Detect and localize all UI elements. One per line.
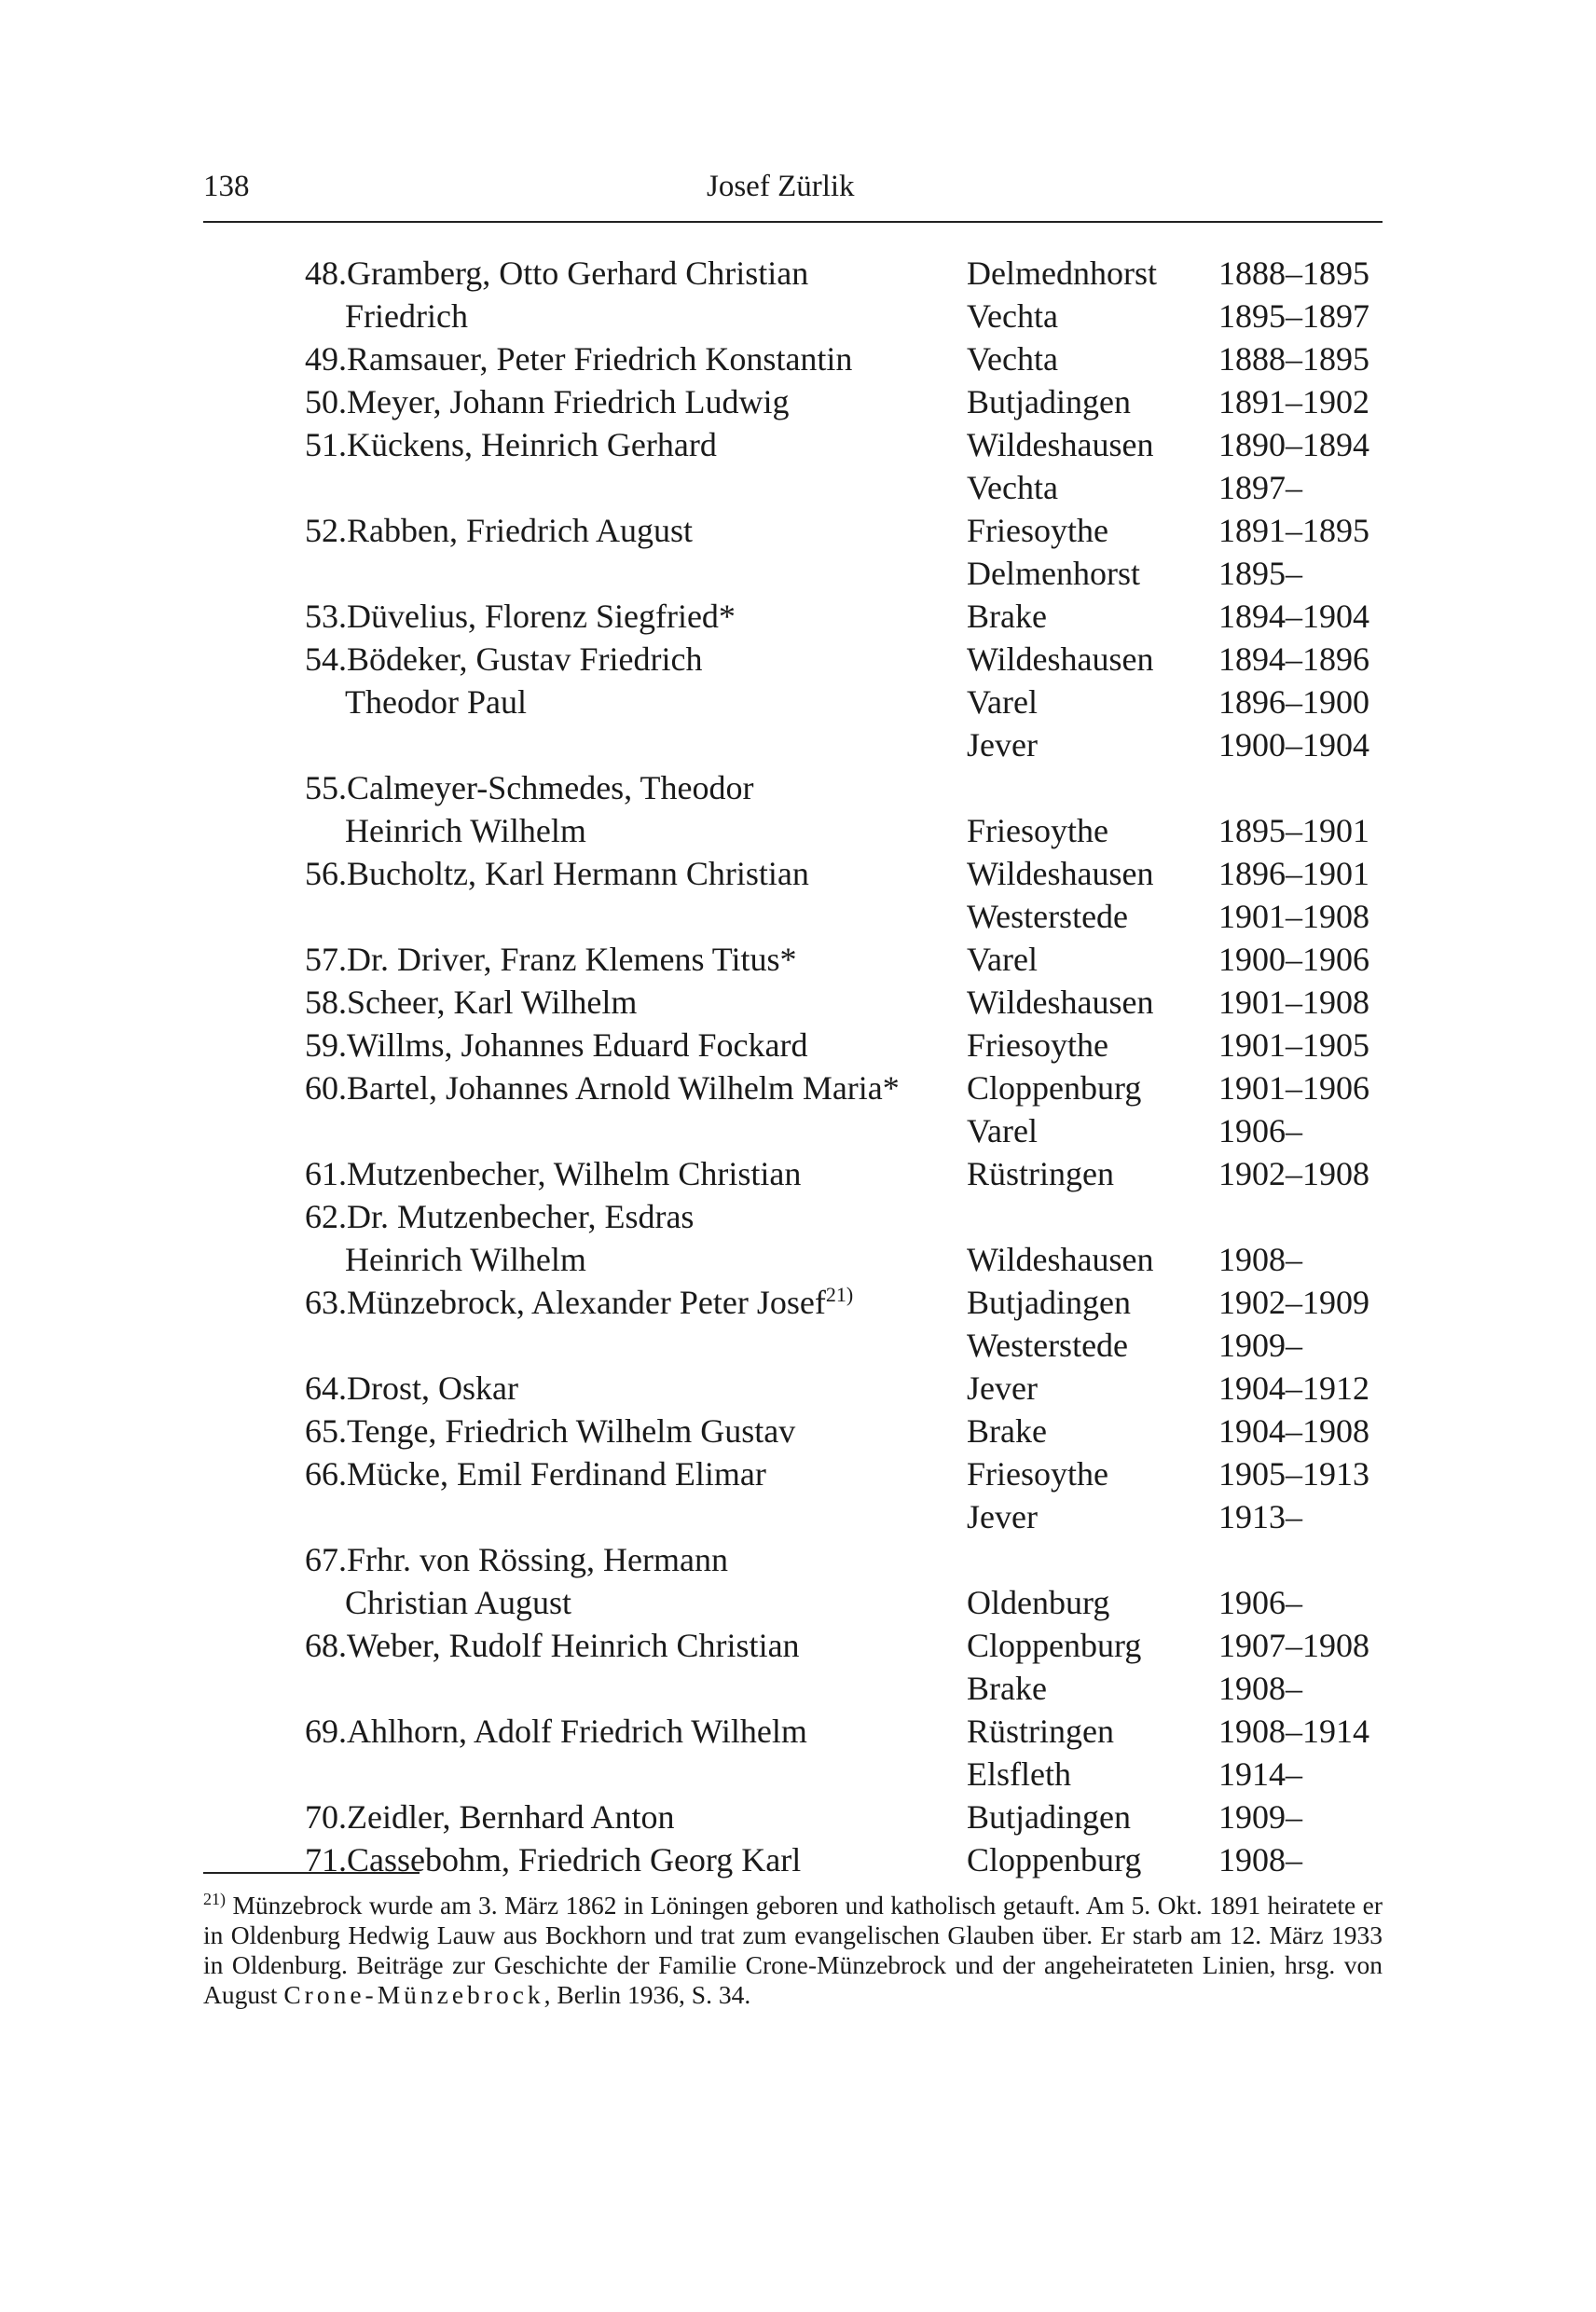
list-item — [0, 1710, 1596, 1753]
footnote-rule — [203, 1872, 420, 1874]
entry-place: Varel — [967, 941, 1038, 978]
entry-name: Bucholtz, Karl Hermann Christian — [347, 855, 809, 892]
entry-name: Mücke, Emil Ferdinand Elimar — [347, 1455, 766, 1493]
entry-years: 1888–1895 — [1218, 340, 1369, 378]
entry-name: Meyer, Johann Friedrich Ludwig — [347, 383, 790, 420]
entry-number: 51. — [305, 426, 347, 463]
list-item — [0, 1796, 1596, 1838]
list-item — [0, 466, 1596, 509]
entry-number: 54. — [305, 640, 347, 678]
entry-years: 1891–1902 — [1218, 383, 1369, 420]
entry-years: 1909– — [1218, 1798, 1302, 1836]
list-item — [0, 766, 1596, 809]
entry-number: 65. — [305, 1412, 347, 1450]
entry-years: 1888–1895 — [1218, 255, 1369, 292]
entry-years: 1914– — [1218, 1755, 1302, 1793]
entry-years: 1908– — [1218, 1841, 1302, 1878]
list-item — [0, 552, 1596, 595]
entry-number: 59. — [305, 1026, 347, 1064]
entry-place: Wildeshausen — [967, 984, 1154, 1021]
entry-years: 1909– — [1218, 1327, 1302, 1364]
list-item — [0, 723, 1596, 766]
entry-number: 71. — [305, 1841, 347, 1878]
entry-years: 1896–1900 — [1218, 683, 1369, 721]
page-header — [203, 170, 1383, 216]
entry-number: 61. — [305, 1155, 347, 1192]
entry-number: 70. — [305, 1798, 347, 1836]
footnote-text: Münzebrock wurde am 3. März 1862 in Löningen geboren und katholisch getauft. Am 5. Okt. 1891 heiratete er in Oldenburg Hedwig Lauw aus Bockhorn und trat zum evangelischen Glauben über. Er starb am 12. März 1933 in Oldenburg. Beiträge zur Geschichte der Familie Crone-Münzebrock und der angeheirateten Linien, hrsg. von August — [203, 1891, 1383, 2009]
entry-years: 1901–1905 — [1218, 1026, 1369, 1064]
list-item — [0, 1838, 1596, 1881]
entry-number: 64. — [305, 1369, 347, 1407]
entry-name: Ramsauer, Peter Friedrich Konstantin — [347, 340, 853, 378]
entry-name: Zeidler, Bernhard Anton — [347, 1798, 675, 1836]
entry-number: 60. — [305, 1069, 347, 1107]
list-item — [0, 1538, 1596, 1581]
entry-years: 1906– — [1218, 1112, 1302, 1149]
list-item — [0, 638, 1596, 681]
entry-place: Rüstringen — [967, 1713, 1114, 1750]
entry-years: 1905–1913 — [1218, 1455, 1369, 1493]
footnote — [203, 1891, 1383, 2010]
entry-years: 1894–1896 — [1218, 640, 1369, 678]
entry-years: 1902–1908 — [1218, 1155, 1369, 1192]
entry-years: 1908– — [1218, 1241, 1302, 1278]
entry-place: Friesoythe — [967, 1026, 1108, 1064]
entry-name: Heinrich Wilhelm — [345, 812, 586, 849]
entry-place: Jever — [967, 1498, 1038, 1535]
entry-place: Cloppenburg — [967, 1841, 1142, 1878]
list-item — [0, 1624, 1596, 1667]
entry-years: 1891–1895 — [1218, 512, 1369, 549]
entry-name: Kückens, Heinrich Gerhard — [347, 426, 717, 463]
list-item — [0, 1238, 1596, 1281]
entry-name: Christian August — [345, 1584, 572, 1621]
entry-place: Brake — [967, 598, 1047, 635]
entry-number: 53. — [305, 598, 347, 635]
page-number: 138 — [203, 170, 250, 203]
list-item — [0, 852, 1596, 895]
entry-place: Varel — [967, 683, 1038, 721]
entry-years: 1904–1912 — [1218, 1369, 1369, 1407]
list-item — [0, 1452, 1596, 1495]
list-item — [0, 295, 1596, 337]
list-item — [0, 981, 1596, 1024]
entry-name: Rabben, Friedrich August — [347, 512, 693, 549]
entry-number: 69. — [305, 1713, 347, 1750]
entry-number: 52. — [305, 512, 347, 549]
entry-place: Wildeshausen — [967, 640, 1154, 678]
entry-name: Münzebrock, Alexander Peter Josef$^{21)}$ — [347, 1283, 854, 1321]
entry-years: 1907–1908 — [1218, 1627, 1369, 1664]
entry-place: Delmednhorst — [967, 255, 1157, 292]
entry-years: 1900–1904 — [1218, 726, 1369, 764]
entry-list — [0, 252, 1596, 1881]
list-item — [0, 1667, 1596, 1710]
entry-number: 49. — [305, 340, 347, 378]
entry-place: Cloppenburg — [967, 1627, 1142, 1664]
entry-name: Dr. Driver, Franz Klemens Titus* — [347, 941, 797, 978]
entry-name: Calmeyer-Schmedes, Theodor — [347, 769, 754, 806]
entry-name: Weber, Rudolf Heinrich Christian — [347, 1627, 800, 1664]
footnote-text-end: , Berlin 1936, S. 34. — [543, 1980, 751, 2009]
entry-number: 58. — [305, 984, 347, 1021]
entry-years: 1896–1901 — [1218, 855, 1369, 892]
entry-name: Düvelius, Florenz Siegfried* — [347, 598, 736, 635]
list-item — [0, 1152, 1596, 1195]
entry-years: 1901–1908 — [1218, 898, 1369, 935]
entry-name: Ahlhorn, Adolf Friedrich Wilhelm — [347, 1713, 807, 1750]
entry-place: Vechta — [967, 340, 1058, 378]
entry-place: Westerstede — [967, 898, 1129, 935]
entry-place: Butjadingen — [967, 1798, 1131, 1836]
entry-name: Dr. Mutzenbecher, Esdras — [347, 1198, 695, 1235]
footnote-reference: 21) — [825, 1283, 854, 1306]
list-item — [0, 1495, 1596, 1538]
entry-years: 1901–1908 — [1218, 984, 1369, 1021]
entry-place: Oldenburg — [967, 1584, 1110, 1621]
entry-place: Wildeshausen — [967, 426, 1154, 463]
list-item — [0, 1067, 1596, 1109]
entry-place: Butjadingen — [967, 1284, 1131, 1321]
list-item — [0, 681, 1596, 723]
entry-name: Bartel, Johannes Arnold Wilhelm Maria* — [347, 1069, 900, 1107]
entry-name: Theodor Paul — [345, 683, 527, 721]
entry-years: 1894–1904 — [1218, 598, 1369, 635]
footnote-author: Crone-Münzebrock — [283, 1980, 544, 2009]
list-item — [0, 1195, 1596, 1238]
entry-number: 56. — [305, 855, 347, 892]
list-item — [0, 1410, 1596, 1452]
entry-place: Brake — [967, 1670, 1047, 1707]
entry-place: Varel — [967, 1112, 1038, 1149]
list-item — [0, 1281, 1596, 1324]
running-title: Josef Zürlik — [707, 170, 855, 203]
entry-years: 1897– — [1218, 469, 1302, 506]
list-item — [0, 1581, 1596, 1624]
entry-years: 1890–1894 — [1218, 426, 1369, 463]
entry-years: 1895–1901 — [1218, 812, 1369, 849]
entry-place: Vechta — [967, 297, 1058, 335]
list-item — [0, 1109, 1596, 1152]
entry-number: 57. — [305, 941, 347, 978]
entry-number: 67. — [305, 1541, 347, 1578]
entry-years: 1904–1908 — [1218, 1412, 1369, 1450]
entry-place: Rüstringen — [967, 1155, 1114, 1192]
entry-name: Cassebohm, Friedrich Georg Karl — [347, 1841, 802, 1878]
entry-name: Mutzenbecher, Wilhelm Christian — [347, 1155, 802, 1192]
entry-years: 1908–1914 — [1218, 1713, 1369, 1750]
entry-place: Jever — [967, 1369, 1038, 1407]
list-item — [0, 252, 1596, 295]
entry-place: Elsfleth — [967, 1755, 1071, 1793]
entry-place: Jever — [967, 726, 1038, 764]
entry-place: Wildeshausen — [967, 855, 1154, 892]
list-item — [0, 895, 1596, 938]
entry-name: Gramberg, Otto Gerhard Christian — [347, 255, 809, 292]
entry-number: 66. — [305, 1455, 347, 1493]
entry-place: Westerstede — [967, 1327, 1129, 1364]
list-item — [0, 595, 1596, 638]
entry-years: 1902–1909 — [1218, 1284, 1369, 1321]
entry-name: Heinrich Wilhelm — [345, 1241, 586, 1278]
entry-place: Wildeshausen — [967, 1241, 1154, 1278]
entry-years: 1895–1897 — [1218, 297, 1369, 335]
entry-place: Friesoythe — [967, 1455, 1108, 1493]
entry-name: Frhr. von Rössing, Hermann — [347, 1541, 728, 1578]
entry-years: 1901–1906 — [1218, 1069, 1369, 1107]
list-item — [0, 380, 1596, 423]
entry-number: 63. — [305, 1284, 347, 1321]
footnote-mark: 21) — [203, 1889, 226, 1908]
entry-name: Tenge, Friedrich Wilhelm Gustav — [347, 1412, 796, 1450]
list-item — [0, 337, 1596, 380]
entry-name: Drost, Oskar — [347, 1369, 518, 1407]
entry-number: 68. — [305, 1627, 347, 1664]
list-item — [0, 1367, 1596, 1410]
entry-name: Bödeker, Gustav Friedrich — [347, 640, 703, 678]
header-rule — [203, 221, 1383, 223]
entry-years: 1913– — [1218, 1498, 1302, 1535]
entry-years: 1895– — [1218, 555, 1302, 592]
entry-name: Willms, Johannes Eduard Fockard — [347, 1026, 808, 1064]
entry-number: 55. — [305, 769, 347, 806]
entry-name: Scheer, Karl Wilhelm — [347, 984, 638, 1021]
list-item — [0, 1753, 1596, 1796]
entry-place: Friesoythe — [967, 812, 1108, 849]
entry-place: Delmenhorst — [967, 555, 1140, 592]
entry-years: 1906– — [1218, 1584, 1302, 1621]
entry-number: 48. — [305, 255, 347, 292]
list-item — [0, 509, 1596, 552]
entry-years: 1900–1906 — [1218, 941, 1369, 978]
entry-place: Brake — [967, 1412, 1047, 1450]
list-item — [0, 938, 1596, 981]
entry-place: Vechta — [967, 469, 1058, 506]
entry-number: 50. — [305, 383, 347, 420]
list-item — [0, 1024, 1596, 1067]
list-item — [0, 1324, 1596, 1367]
list-item — [0, 423, 1596, 466]
entry-name: Friedrich — [345, 297, 468, 335]
entry-place: Cloppenburg — [967, 1069, 1142, 1107]
entry-number: 62. — [305, 1198, 347, 1235]
entry-years: 1908– — [1218, 1670, 1302, 1707]
entry-place: Friesoythe — [967, 512, 1108, 549]
entry-place: Butjadingen — [967, 383, 1131, 420]
list-item — [0, 809, 1596, 852]
